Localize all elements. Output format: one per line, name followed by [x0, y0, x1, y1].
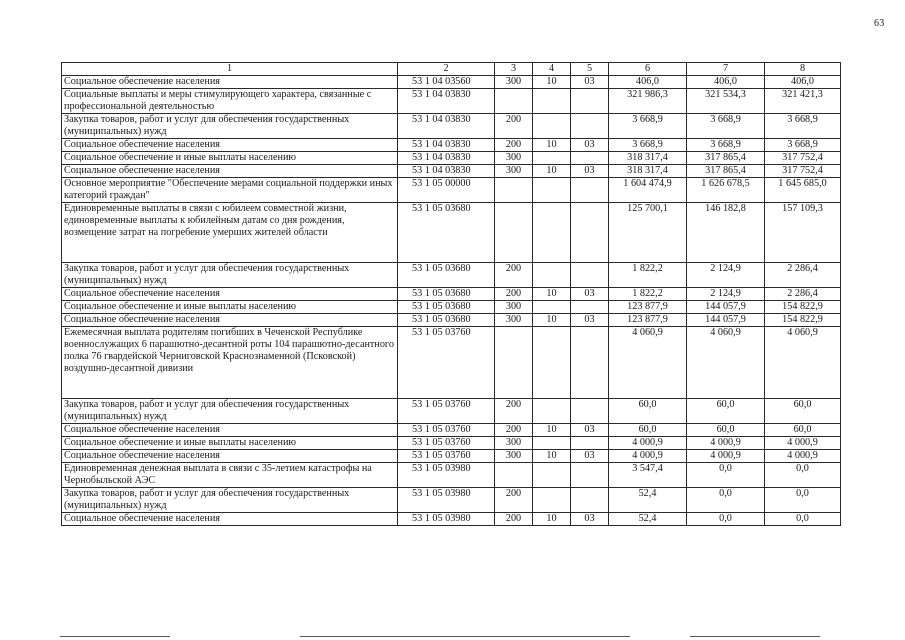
row-section [533, 263, 571, 288]
row-value-col8: 0,0 [765, 513, 841, 526]
row-name: Закупка товаров, работ и услуг для обеспечения государственных (муниципальных) нужд [62, 399, 398, 424]
row-value-col7: 3 668,9 [687, 114, 765, 139]
row-expense-type: 300 [495, 152, 533, 165]
row-value-col8: 0,0 [765, 463, 841, 488]
row-value-col8: 317 752,4 [765, 152, 841, 165]
row-value-col8: 4 060,9 [765, 327, 841, 399]
row-value-col8: 154 822,9 [765, 314, 841, 327]
row-value-col7: 144 057,9 [687, 301, 765, 314]
row-value-col7: 317 865,4 [687, 152, 765, 165]
row-code: 53 1 05 03760 [398, 437, 495, 450]
row-section: 10 [533, 424, 571, 437]
row-value-col6: 123 877,9 [609, 301, 687, 314]
row-code: 53 1 04 03560 [398, 76, 495, 89]
row-value-col7: 0,0 [687, 488, 765, 513]
row-section [533, 327, 571, 399]
row-name: Закупка товаров, работ и услуг для обеспечения государственных (муниципальных) нужд [62, 114, 398, 139]
row-name: Ежемесячная выплата родителям погибших в Чеченской Республике военнослужащих 6 парашютно-десантной роты 104 парашютно-десантного полка 76 гвардейской Черниговской Краснознаменной (Псковской) воздушно-десантной дивизии [62, 327, 398, 399]
row-name: Социальное обеспечение и иные выплаты населению [62, 437, 398, 450]
table-header-row [62, 63, 841, 76]
row-expense-type: 200 [495, 288, 533, 301]
row-subsection [571, 399, 609, 424]
row-value-col8: 2 286,4 [765, 288, 841, 301]
row-value-col7: 60,0 [687, 399, 765, 424]
row-subsection: 03 [571, 139, 609, 152]
row-value-col8: 60,0 [765, 399, 841, 424]
table-row [62, 178, 841, 203]
row-value-col7: 2 124,9 [687, 288, 765, 301]
row-section: 10 [533, 139, 571, 152]
row-value-col6: 52,4 [609, 488, 687, 513]
table-row [62, 327, 841, 399]
row-code: 53 1 05 03680 [398, 203, 495, 263]
row-name: Социальное обеспечение и иные выплаты населению [62, 301, 398, 314]
row-section [533, 203, 571, 263]
row-value-col8: 1 645 685,0 [765, 178, 841, 203]
table-row [62, 399, 841, 424]
row-code: 53 1 05 03680 [398, 288, 495, 301]
row-section [533, 399, 571, 424]
row-name: Социальное обеспечение населения [62, 288, 398, 301]
row-value-col7: 1 626 678,5 [687, 178, 765, 203]
table-row [62, 165, 841, 178]
row-value-col7: 321 534,3 [687, 89, 765, 114]
row-code: 53 1 04 03830 [398, 139, 495, 152]
row-subsection: 03 [571, 513, 609, 526]
row-value-col8: 3 668,9 [765, 114, 841, 139]
row-value-col8: 4 000,9 [765, 450, 841, 463]
row-name: Основное мероприятие "Обеспечение мерами социальной поддержки иных категорий граждан" [62, 178, 398, 203]
row-code: 53 1 04 03830 [398, 152, 495, 165]
row-subsection [571, 178, 609, 203]
row-expense-type: 200 [495, 399, 533, 424]
row-value-col7: 3 668,9 [687, 139, 765, 152]
row-code: 53 1 05 03680 [398, 301, 495, 314]
row-subsection [571, 301, 609, 314]
scan-edge-line [60, 636, 170, 637]
row-subsection [571, 327, 609, 399]
table-row [62, 463, 841, 488]
budget-table [61, 62, 841, 526]
row-subsection [571, 437, 609, 450]
row-section [533, 463, 571, 488]
table-row [62, 488, 841, 513]
row-expense-type: 300 [495, 314, 533, 327]
row-subsection [571, 263, 609, 288]
row-expense-type [495, 178, 533, 203]
row-expense-type: 300 [495, 165, 533, 178]
row-expense-type [495, 89, 533, 114]
row-expense-type: 200 [495, 114, 533, 139]
row-subsection [571, 152, 609, 165]
row-subsection [571, 89, 609, 114]
row-code: 53 1 05 03760 [398, 399, 495, 424]
row-expense-type [495, 327, 533, 399]
table-row [62, 139, 841, 152]
row-value-col8: 0,0 [765, 488, 841, 513]
row-expense-type: 300 [495, 450, 533, 463]
row-code: 53 1 05 03980 [398, 513, 495, 526]
row-name: Единовременные выплаты в связи с юбилеем совместной жизни, единовременные выплаты к юбилейным датам со дня рождения, возмещение затрат на погребение умерших жителей области [62, 203, 398, 263]
row-expense-type [495, 463, 533, 488]
row-subsection: 03 [571, 288, 609, 301]
row-section [533, 488, 571, 513]
table-row [62, 301, 841, 314]
table-row [62, 152, 841, 165]
table-row [62, 288, 841, 301]
row-code: 53 1 05 03980 [398, 488, 495, 513]
scan-edge-line [300, 636, 630, 637]
row-section [533, 178, 571, 203]
row-value-col6: 60,0 [609, 424, 687, 437]
row-subsection [571, 203, 609, 263]
scan-edge-line [690, 636, 820, 637]
row-code: 53 1 05 00000 [398, 178, 495, 203]
row-subsection: 03 [571, 450, 609, 463]
row-section [533, 114, 571, 139]
table-row [62, 450, 841, 463]
row-value-col6: 318 317,4 [609, 165, 687, 178]
row-expense-type: 300 [495, 437, 533, 450]
row-value-col6: 3 547,4 [609, 463, 687, 488]
row-expense-type: 200 [495, 513, 533, 526]
row-section: 10 [533, 76, 571, 89]
row-value-col6: 125 700,1 [609, 203, 687, 263]
row-value-col7: 146 182,8 [687, 203, 765, 263]
row-value-col8: 157 109,3 [765, 203, 841, 263]
row-subsection: 03 [571, 165, 609, 178]
row-section: 10 [533, 165, 571, 178]
row-value-col6: 4 000,9 [609, 450, 687, 463]
col-header: 7 [687, 63, 765, 76]
row-code: 53 1 05 03680 [398, 314, 495, 327]
row-section: 10 [533, 288, 571, 301]
row-value-col6: 123 877,9 [609, 314, 687, 327]
table-row [62, 513, 841, 526]
row-section [533, 301, 571, 314]
table-row [62, 114, 841, 139]
row-name: Социальное обеспечение населения [62, 513, 398, 526]
row-value-col8: 317 752,4 [765, 165, 841, 178]
row-section: 10 [533, 314, 571, 327]
row-section [533, 437, 571, 450]
row-code: 53 1 05 03680 [398, 263, 495, 288]
table-row [62, 314, 841, 327]
row-value-col7: 4 060,9 [687, 327, 765, 399]
col-header: 2 [398, 63, 495, 76]
row-name: Социальное обеспечение населения [62, 76, 398, 89]
table-row [62, 76, 841, 89]
row-subsection: 03 [571, 424, 609, 437]
row-value-col7: 144 057,9 [687, 314, 765, 327]
row-code: 53 1 04 03830 [398, 114, 495, 139]
row-value-col8: 2 286,4 [765, 263, 841, 288]
row-subsection [571, 114, 609, 139]
row-subsection [571, 488, 609, 513]
row-section: 10 [533, 513, 571, 526]
row-section [533, 89, 571, 114]
row-value-col6: 1 822,2 [609, 288, 687, 301]
row-value-col7: 406,0 [687, 76, 765, 89]
row-code: 53 1 05 03760 [398, 450, 495, 463]
row-value-col6: 3 668,9 [609, 114, 687, 139]
page-number: 63 [874, 18, 885, 29]
row-name: Социальное обеспечение населения [62, 424, 398, 437]
row-expense-type: 300 [495, 301, 533, 314]
row-value-col6: 4 000,9 [609, 437, 687, 450]
row-name: Единовременная денежная выплата в связи с 35-летием катастрофы на Чернобыльской АЭС [62, 463, 398, 488]
row-name: Закупка товаров, работ и услуг для обеспечения государственных (муниципальных) нужд [62, 488, 398, 513]
row-subsection: 03 [571, 76, 609, 89]
col-header: 6 [609, 63, 687, 76]
row-expense-type: 200 [495, 139, 533, 152]
row-value-col6: 321 986,3 [609, 89, 687, 114]
row-expense-type [495, 203, 533, 263]
row-value-col7: 0,0 [687, 513, 765, 526]
row-value-col7: 4 000,9 [687, 450, 765, 463]
row-code: 53 1 05 03980 [398, 463, 495, 488]
row-subsection: 03 [571, 314, 609, 327]
row-expense-type: 200 [495, 488, 533, 513]
col-header: 5 [571, 63, 609, 76]
row-value-col6: 4 060,9 [609, 327, 687, 399]
table-row [62, 424, 841, 437]
row-value-col6: 52,4 [609, 513, 687, 526]
row-value-col8: 321 421,3 [765, 89, 841, 114]
table-row [62, 263, 841, 288]
row-value-col6: 1 604 474,9 [609, 178, 687, 203]
row-value-col8: 60,0 [765, 424, 841, 437]
row-subsection [571, 463, 609, 488]
row-expense-type: 300 [495, 76, 533, 89]
row-value-col7: 2 124,9 [687, 263, 765, 288]
row-section: 10 [533, 450, 571, 463]
row-name: Социальное обеспечение населения [62, 450, 398, 463]
row-value-col7: 4 000,9 [687, 437, 765, 450]
table-row [62, 203, 841, 263]
row-name: Социальное обеспечение населения [62, 139, 398, 152]
row-value-col6: 3 668,9 [609, 139, 687, 152]
row-code: 53 1 04 03830 [398, 165, 495, 178]
row-name: Социальные выплаты и меры стимулирующего характера, связанные с профессиональной деятельностью [62, 89, 398, 114]
col-header: 4 [533, 63, 571, 76]
row-code: 53 1 05 03760 [398, 327, 495, 399]
row-value-col6: 1 822,2 [609, 263, 687, 288]
col-header: 3 [495, 63, 533, 76]
row-name: Закупка товаров, работ и услуг для обеспечения государственных (муниципальных) нужд [62, 263, 398, 288]
row-code: 53 1 04 03830 [398, 89, 495, 114]
row-name: Социальное обеспечение населения [62, 165, 398, 178]
row-name: Социальное обеспечение населения [62, 314, 398, 327]
row-value-col8: 406,0 [765, 76, 841, 89]
row-value-col7: 0,0 [687, 463, 765, 488]
row-expense-type: 200 [495, 263, 533, 288]
table-row [62, 437, 841, 450]
row-expense-type: 200 [495, 424, 533, 437]
table-row [62, 89, 841, 114]
row-code: 53 1 05 03760 [398, 424, 495, 437]
row-value-col6: 318 317,4 [609, 152, 687, 165]
row-value-col6: 60,0 [609, 399, 687, 424]
row-value-col7: 60,0 [687, 424, 765, 437]
row-value-col8: 3 668,9 [765, 139, 841, 152]
col-header: 1 [62, 63, 398, 76]
row-value-col8: 4 000,9 [765, 437, 841, 450]
row-name: Социальное обеспечение и иные выплаты населению [62, 152, 398, 165]
col-header: 8 [765, 63, 841, 76]
row-value-col7: 317 865,4 [687, 165, 765, 178]
row-section [533, 152, 571, 165]
row-value-col6: 406,0 [609, 76, 687, 89]
row-value-col8: 154 822,9 [765, 301, 841, 314]
